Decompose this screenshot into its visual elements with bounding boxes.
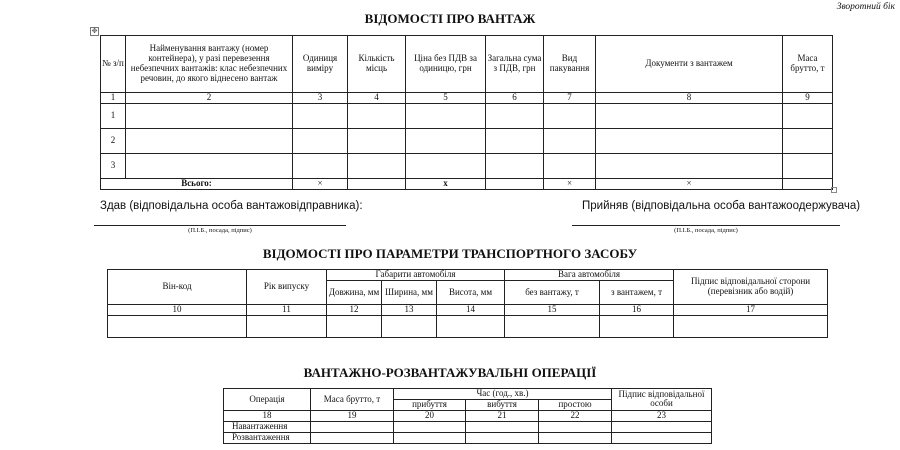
cell[interactable] <box>544 129 596 154</box>
total-mass-cell[interactable] <box>783 179 833 190</box>
col-num-9: 9 <box>783 93 833 104</box>
table-row <box>101 129 833 154</box>
col-num-20: 20 <box>394 410 466 421</box>
cell[interactable] <box>783 154 833 179</box>
col-num-10: 10 <box>108 305 247 316</box>
operations-section-title: ВАНТАЖНО-РОЗВАНТАЖУВАЛЬНІ ОПЕРАЦІЇ <box>303 365 597 380</box>
col-num-15: 15 <box>505 305 600 316</box>
cell[interactable] <box>783 129 833 154</box>
cell[interactable] <box>394 432 466 443</box>
cell[interactable] <box>486 104 544 129</box>
col-places-header: Кількість місць <box>348 36 406 93</box>
cell[interactable] <box>348 129 406 154</box>
table-row <box>101 104 833 129</box>
cell[interactable] <box>783 104 833 129</box>
cell[interactable] <box>126 129 293 154</box>
cell[interactable] <box>596 129 783 154</box>
time-group-header: Час (год., хв.) <box>394 389 612 400</box>
sender-signature-line[interactable] <box>94 225 346 226</box>
cell[interactable] <box>126 154 293 179</box>
col-num-7: 7 <box>544 93 596 104</box>
cell[interactable] <box>486 154 544 179</box>
col-num-5: 5 <box>406 93 486 104</box>
cell[interactable] <box>486 129 544 154</box>
weight-group-header: Вага автомобіля <box>505 270 674 281</box>
unloaded-cell[interactable] <box>505 316 600 338</box>
loaded-cell[interactable] <box>600 316 674 338</box>
col-num-19: 19 <box>311 410 394 421</box>
col-num-11: 11 <box>247 305 327 316</box>
cell[interactable] <box>406 104 486 129</box>
cell[interactable] <box>394 421 466 432</box>
vehicle-group-header-row <box>108 270 828 281</box>
arrival-header: прибуття <box>394 399 466 410</box>
length-cell[interactable] <box>327 316 382 338</box>
col-num-14: 14 <box>437 305 505 316</box>
dimensions-group-header: Габарити автомобіля <box>327 270 505 281</box>
cell[interactable] <box>544 154 596 179</box>
total-packaging-mark: × <box>544 179 596 190</box>
sign-cell[interactable] <box>674 316 828 338</box>
width-header: Ширина, мм <box>382 281 437 305</box>
col-number-header: № з/п <box>101 36 126 93</box>
operations-number-row <box>224 410 712 421</box>
height-header: Висота, мм <box>437 281 505 305</box>
total-sum-cell[interactable] <box>486 179 544 190</box>
table-row <box>224 421 712 432</box>
cell[interactable] <box>293 104 348 129</box>
vehicle-section-title: ВІДОМОСТІ ПРО ПАРАМЕТРИ ТРАНСПОРТНОГО ЗАСОБУ <box>262 246 638 261</box>
loaded-weight-header: з вантажем, т <box>600 281 674 305</box>
carrier-sign-header: Підпис відповідальної сторони (перевізник або водій) <box>674 270 828 305</box>
cell[interactable] <box>293 154 348 179</box>
cargo-number-row <box>101 93 833 104</box>
col-packaging-header: Вид пакування <box>544 36 596 93</box>
cell[interactable] <box>293 129 348 154</box>
col-num-13: 13 <box>382 305 437 316</box>
col-num-4: 4 <box>348 93 406 104</box>
table-move-handle-icon[interactable]: ✥ <box>91 27 98 35</box>
cell[interactable] <box>406 154 486 179</box>
vehicle-number-row <box>108 305 828 316</box>
table-resize-handle-icon[interactable] <box>831 187 837 193</box>
cell[interactable] <box>466 432 539 443</box>
col-gross-mass-header: Маса брутто, т <box>783 36 833 93</box>
col-price-header: Ціна без ПДВ за одиницю, грн <box>406 36 486 93</box>
height-cell[interactable] <box>437 316 505 338</box>
total-places-cell[interactable] <box>348 179 406 190</box>
operations-group-header-row <box>224 389 712 400</box>
cell[interactable] <box>311 432 394 443</box>
table-row <box>108 316 828 338</box>
col-num-6: 6 <box>486 93 544 104</box>
reverse-side-label: Зворотний бік <box>836 2 895 12</box>
total-price-mark: x <box>406 179 486 190</box>
col-num-17: 17 <box>674 305 828 316</box>
length-header: Довжина, мм <box>327 281 382 305</box>
col-documents-header: Документи з вантажем <box>596 36 783 93</box>
col-num-8: 8 <box>596 93 783 104</box>
cargo-table <box>100 35 833 190</box>
cell[interactable] <box>596 154 783 179</box>
cargo-total-row <box>101 179 833 190</box>
year-header: Рік випуску <box>247 270 327 305</box>
cell[interactable] <box>539 432 612 443</box>
cell[interactable] <box>544 104 596 129</box>
operation-header: Операція <box>224 389 311 411</box>
gross-mass-header: Маса брутто, т <box>311 389 394 411</box>
receiver-signature-line[interactable] <box>572 225 840 226</box>
cargo-section-title: ВІДОМОСТІ ПРО ВАНТАЖ <box>364 11 536 26</box>
row-number: 2 <box>101 129 126 154</box>
row-number: 3 <box>101 154 126 179</box>
col-num-12: 12 <box>327 305 382 316</box>
table-row <box>101 154 833 179</box>
sender-label: Здав (відповідальна особа вантажовідправника): <box>100 200 363 212</box>
col-num-18: 18 <box>224 410 311 421</box>
idle-header: простою <box>539 399 612 410</box>
table-row <box>224 432 712 443</box>
cell[interactable] <box>612 432 712 443</box>
width-cell[interactable] <box>382 316 437 338</box>
receiver-caption: (П.І.Б., посада, підпис) <box>674 227 738 234</box>
unloading-label: Розвантаження <box>224 432 311 443</box>
cell[interactable] <box>348 104 406 129</box>
year-cell[interactable] <box>247 316 327 338</box>
unloaded-weight-header: без вантажу, т <box>505 281 600 305</box>
col-num-2: 2 <box>126 93 293 104</box>
total-documents-mark: × <box>596 179 783 190</box>
cell[interactable] <box>539 421 612 432</box>
col-num-21: 21 <box>466 410 539 421</box>
col-num-23: 23 <box>612 410 712 421</box>
vehicle-table <box>107 269 828 338</box>
vin-cell[interactable] <box>108 316 247 338</box>
cargo-header-row <box>101 36 833 93</box>
cell[interactable] <box>596 104 783 129</box>
col-total-sum-header: Загальна сума з ПДВ, грн <box>486 36 544 93</box>
vin-header: Він-код <box>108 270 247 305</box>
total-label: Всього: <box>101 179 293 190</box>
operations-table <box>223 388 712 444</box>
departure-header: вибуття <box>466 399 539 410</box>
cell[interactable] <box>406 129 486 154</box>
cell[interactable] <box>311 421 394 432</box>
cell[interactable] <box>348 154 406 179</box>
cell[interactable] <box>126 104 293 129</box>
cell[interactable] <box>612 421 712 432</box>
col-num-3: 3 <box>293 93 348 104</box>
col-cargo-name-header: Найменування вантажу (номер контейнера), у разі перевезення небезпечних вантажів: клас небезпечних речовин, до якого віднесено вантаж <box>126 36 293 93</box>
col-num-16: 16 <box>600 305 674 316</box>
loading-label: Навантаження <box>224 421 311 432</box>
responsible-sign-header: Підпис відповідальної особи <box>612 389 712 411</box>
col-num-22: 22 <box>539 410 612 421</box>
cell[interactable] <box>466 421 539 432</box>
col-num-1: 1 <box>101 93 126 104</box>
sender-caption: (П.І.Б., посада, підпис) <box>188 227 252 234</box>
receiver-label: Прийняв (відповідальна особа вантажоодержувача) <box>582 200 861 212</box>
row-number: 1 <box>101 104 126 129</box>
total-unit-mark: × <box>293 179 348 190</box>
col-unit-header: Одиниця виміру <box>293 36 348 93</box>
